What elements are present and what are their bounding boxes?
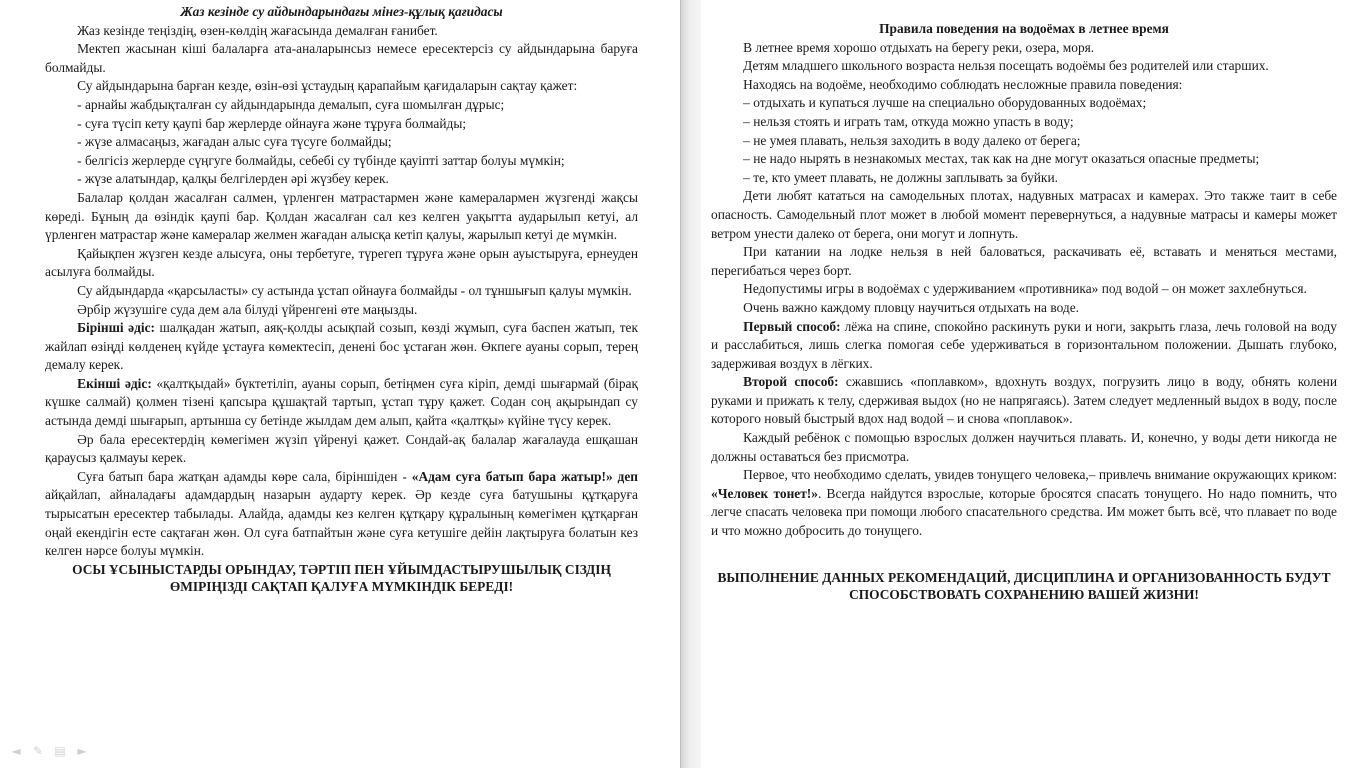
- rule-list-item: [711, 132, 1337, 151]
- body-paragraph: [711, 318, 1337, 374]
- body-paragraph: [711, 76, 1337, 95]
- left-page-kazakh: [0, 0, 680, 768]
- paragraph-text: – не умея плавать, нельзя заходить в воду далеко от берега;: [743, 132, 1081, 148]
- body-paragraph: [711, 243, 1337, 280]
- paragraph-text: Недопустимы игры в водоёмах с удерживанием «противника» под водой – он может захлебнуться.: [743, 281, 1307, 297]
- body-paragraph: [45, 282, 638, 301]
- rule-list-item: [711, 169, 1337, 188]
- paragraph-text: Каждый ребёнок с помощью взрослых должен научиться плавать. И, конечно, у воды дети никогда не должны оставаться без присмотра.: [711, 430, 1337, 464]
- body-paragraph: [711, 429, 1337, 466]
- bold-phrase: Второй способ:: [743, 374, 839, 390]
- right-page-closing: ВЫПОЛНЕНИЕ ДАННЫХ РЕКОМЕНДАЦИЙ, ДИСЦИПЛИНА И ОРГАНИЗОВАННОСТЬ БУДУТ СПОСОБСТВОВАТЬ СОХРАНЕНИЮ ВАШЕЙ ЖИЗНИ!: [717, 569, 1331, 602]
- paragraph-text: - суға түсіп кету қаупі бар жерлерде ойнауға және тұруға болмайды;: [77, 115, 467, 131]
- body-paragraph: [45, 301, 638, 320]
- body-paragraph: [711, 187, 1337, 243]
- body-paragraph: [711, 280, 1337, 299]
- rule-list-item: [45, 115, 638, 134]
- paragraph-text: Суға батып бара жатқан адамды көре сала, біріншіден -: [77, 468, 412, 484]
- rule-list-item: [711, 113, 1337, 132]
- paragraph-text: Первое, что необходимо сделать, увидев тонущего человека,– привлечь внимание окружающих криком:: [743, 467, 1337, 483]
- forward-arrow-icon[interactable]: ►: [77, 743, 87, 758]
- paragraph-text: . Всегда найдутся взрослые, которые бросятся спасать тонущего. Но надо помнить, что легче спасать человека при помощи любого спасательного средства. Им может быть всё, что плавает по воде и что можно добросить до тонущего.: [711, 485, 1337, 539]
- body-paragraph: [45, 375, 638, 431]
- paragraph-text: Мектеп жасынан кіші балаларға ата-аналарынсыз немесе ересектерсіз су айдындарына баруға болмайды.: [45, 41, 638, 75]
- left-page-title: Жаз кезінде су айдындарындағы мінез-құлық қағидасы: [180, 4, 503, 19]
- body-paragraph: [711, 299, 1337, 318]
- paragraph-text: шалқадан жатып, аяқ-қолды асықпай созып, көзді жұмып, суға баспен жатып, тек жайлап өзіңді көлденең күйде ұстауға көмектесіп, денені бос ұстаған жөн. Өкпеге ауаны сорып, терең демалу керек.: [45, 320, 639, 373]
- body-paragraph: [45, 22, 638, 41]
- paragraph-text: - жүзе алмасаңыз, жағадан алыс суға түсуге болмайды;: [77, 134, 392, 150]
- left-page-body: [45, 22, 638, 561]
- paragraph-text: Балалар қолдан жасалған салмен, үрленген матрастармен және камералармен жүзгенді жақсы көреді. Бұның да өзіндік қаупі бар. Қолдан жасалған сал кез келген уақытта аударылып кетуі, ал үрленген матрастар және камералар желмен жағадан алысқа кетіп қалуы, жарылып кетуі де мүмкін.: [45, 189, 638, 243]
- slideshow-nav-toolbar: [8, 744, 90, 758]
- rule-list-item: [45, 133, 638, 152]
- paragraph-text: Әр бала ересектердің көмегімен жүзіп үйренуі қажет. Сондай-ақ балалар жағалауда ешқашан қараусыз қалмауы керек.: [45, 431, 638, 466]
- paragraph-text: В летнее время хорошо отдыхать на берегу реки, озера, моря.: [743, 39, 1095, 55]
- paragraph-text: Су айдындарына барған кезде, өзін-өзі ұстаудың қарапайым қағидаларын сақтау қажет:: [77, 78, 578, 94]
- right-page-body: [711, 39, 1337, 541]
- menu-icon[interactable]: ▤: [54, 743, 66, 758]
- body-paragraph: [45, 431, 638, 468]
- body-paragraph: [45, 319, 638, 375]
- paragraph-text: сжавшись «поплавком», вдохнуть воздух, погрузить лицо в воду, обнять колени руками и прижать к телу, сдерживая выдох (но не напрягаясь). Затем следует медленный выдох в воду, после которого новый быстрый вдох над водой – и снова «поплавок».: [711, 374, 1337, 427]
- paragraph-text: Детям младшего школьного возраста нельзя посещать водоёмы без родителей или старших.: [743, 58, 1269, 74]
- paragraph-text: Әрбір жүзушіге суда дем ала білуді үйренгені өте маңызды.: [77, 301, 418, 317]
- paragraph-text: – не надо нырять в незнакомых местах, так как на дне могут оказаться опасные предметы;: [743, 151, 1260, 167]
- bold-phrase: Екінші әдіс:: [77, 375, 152, 391]
- body-paragraph: [711, 466, 1337, 540]
- page-gutter-divider: [680, 0, 702, 768]
- rule-list-item: [45, 170, 638, 189]
- paragraph-text: Находясь на водоёме, необходимо соблюдать несложные правила поведения:: [743, 76, 1183, 92]
- body-paragraph: [711, 373, 1337, 429]
- body-paragraph: [45, 189, 638, 245]
- paragraph-text: - белгісіз жерлерде сүңгуге болмайды, себебі су түбінде қауіпті заттар болуы мүмкін;: [77, 152, 565, 168]
- paragraph-text: Дети любят кататься на самодельных плотах, надувных матрасах и камерах. Это также таит в себе опасность. Самодельный плот может в любой момент перевернуться, а надувные матрасы и камеры может ветром унести далеко от берега, они могут и лопнуть.: [711, 188, 1337, 241]
- body-paragraph: [45, 77, 638, 96]
- paragraph-text: Су айдындарда «қарсыласты» су астында ұстап ойнауға болмайды - ол тұншығып қалуы мүмкін.: [77, 282, 632, 298]
- paragraph-text: Жаз кезінде теңіздің, өзен-көлдің жағасында демалған ғанибет.: [77, 22, 438, 38]
- paragraph-text: айқайлап, айналадағы адамдардың назарын аударту керек. Әр кезде суға батушыны құтқаруға тырысатын ересектер табылады. Алайда, адамды кез келген құтқару құралының көмегімен құтқарған оңай екендігін есте сақтаған жөн. Ол суға батпайтын және суға кетушіге дейін лақтыруға болатын кез келген нәрсе болуы мүмкін.: [45, 487, 638, 559]
- paragraph-text: – нельзя стоять и играть там, откуда можно упасть в воду;: [743, 113, 1074, 129]
- rule-list-item: [711, 150, 1337, 169]
- body-paragraph: [711, 39, 1337, 58]
- paragraph-text: - жүзе алатындар, қалқы белгілерден әрі жүзбеу керек.: [77, 171, 389, 187]
- paragraph-text: При катании на лодке нельзя в ней баловаться, раскачивать её, вставать и меняться местами, перегибаться через борт.: [711, 244, 1337, 278]
- rule-list-item: [711, 94, 1337, 113]
- bold-phrase: «Человек тонет!»: [711, 485, 818, 501]
- body-paragraph: [45, 468, 638, 561]
- rule-list-item: [45, 152, 638, 171]
- body-paragraph: [45, 40, 638, 77]
- bold-phrase: Бірінші әдіс:: [77, 320, 155, 336]
- paragraph-text: «қалтқыдай» бүктетіліп, ауаны сорып, бетіңмен суға кіріп, демді шығармай (бірақ күшке салмай) қолмен тізені қапсыра құшақтай тартып, ұстап тұру қажет. Содан соң ақырындап су астында демді шығарып, артынша су бетінде жылдам дем алып, қайта «қалтқы» күйіне түсу керек.: [45, 375, 638, 429]
- back-arrow-icon[interactable]: ◄: [11, 743, 21, 758]
- pen-icon[interactable]: ✎: [32, 743, 44, 758]
- right-page-russian: [701, 0, 1366, 768]
- body-paragraph: [711, 57, 1337, 76]
- right-page-title: Правила поведения на водоёмах в летнее время: [879, 21, 1169, 36]
- paragraph-text: Очень важно каждому пловцу научиться отдыхать на воде.: [743, 299, 1079, 315]
- paragraph-text: – отдыхать и купаться лучше на специально оборудованных водоёмах;: [743, 95, 1147, 111]
- paragraph-text: Қайықпен жүзген кезде алысуға, оны тербетуге, түрегеп тұруға және орын ауыстыруға, ернеуден асылуға болмайды.: [45, 245, 638, 280]
- paragraph-text: – те, кто умеет плавать, не должны заплывать за буйки.: [743, 169, 1058, 185]
- rule-list-item: [45, 96, 638, 115]
- bold-phrase: Первый способ:: [743, 318, 841, 334]
- paragraph-text: - арнайы жабдықталған су айдындарында демалып, суға шомылған дұрыс;: [77, 96, 505, 112]
- body-paragraph: [45, 245, 638, 282]
- paragraph-text: лёжа на спине, спокойно раскинуть руки и ноги, закрыть глаза, лечь головой на воду и расслабиться, лишь слегка помогая себе удерживаться в горизонтальном положении. Дышать глубоко, задерживая воздух в лёгких.: [711, 318, 1337, 371]
- left-page-closing: ОСЫ ҰСЫНЫСТАРДЫ ОРЫНДАУ, ТӘРТІП ПЕН ҰЙЫМДАСТЫРУШЫЛЫҚ СІЗДІҢ ӨМІРІҢІЗДІ САҚТАП ҚАЛУҒА МҮМКІНДІК БЕРЕДІ!: [72, 561, 611, 594]
- bold-phrase: «Адам суға батып бара жатыр!» деп: [411, 468, 638, 484]
